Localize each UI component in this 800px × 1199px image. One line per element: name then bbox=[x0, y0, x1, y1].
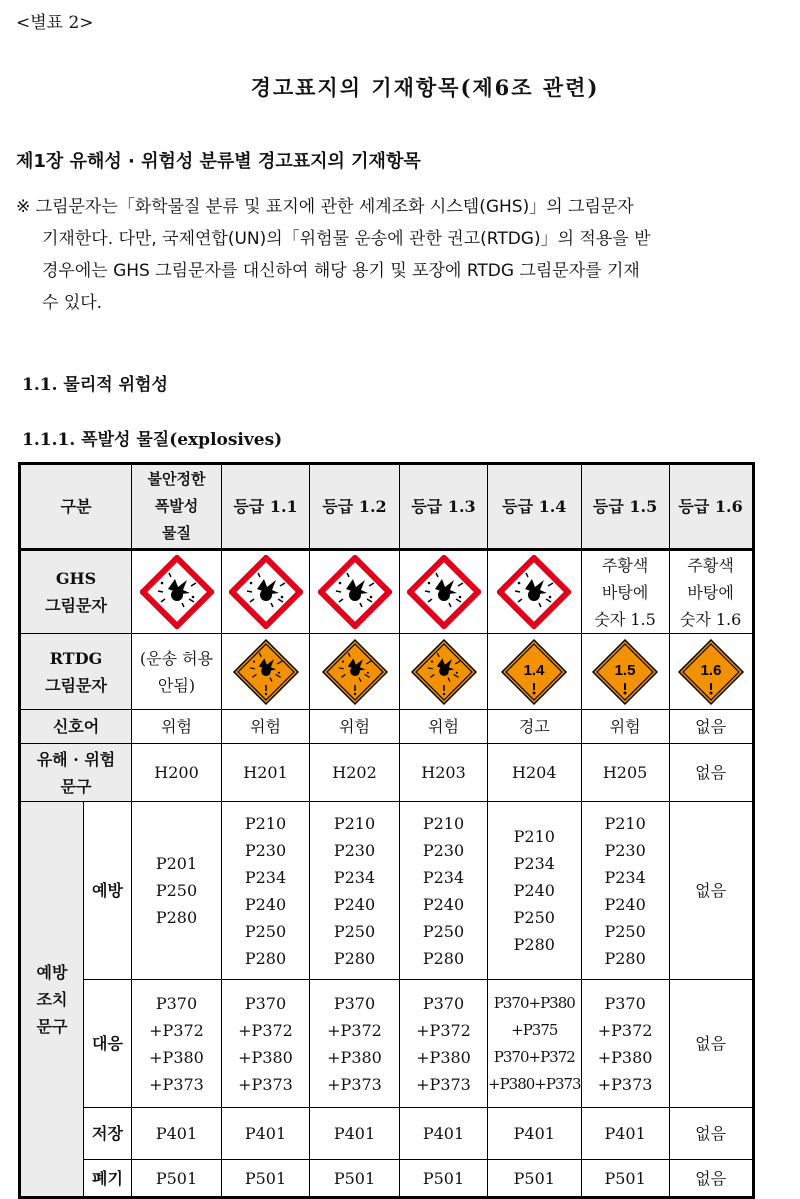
disposal-cell: P501 bbox=[222, 1160, 310, 1198]
ghs-text-1-5: 주황색 바탕에 숫자 1.5 bbox=[581, 550, 669, 634]
storage-cell: P401 bbox=[132, 1108, 222, 1160]
hazard-cell: H200 bbox=[132, 744, 222, 802]
subsection-heading: 1.1.1. 폭발성 물질(explosives) bbox=[22, 430, 283, 450]
rtdg-pictogram-cell bbox=[310, 634, 400, 710]
rtdg-explosive-icon bbox=[310, 638, 399, 706]
header-div-1-2: 등급 1.2 bbox=[310, 464, 400, 550]
ghs-exploding-bomb-icon bbox=[222, 555, 309, 629]
prevention-cell: 없음 bbox=[669, 802, 753, 980]
rtdg-number-icon bbox=[670, 638, 752, 706]
rtdg-unstable: (운송 허용 안됨) bbox=[132, 634, 222, 710]
precaution-label: 예방 조치 문구 bbox=[20, 802, 84, 1198]
rtdg-row bbox=[20, 634, 754, 710]
response-cell: 없음 bbox=[669, 980, 753, 1108]
rtdg-number: 1.5 bbox=[614, 661, 636, 679]
note-line: 경우에는 GHS 그림문자를 대신하여 해당 용기 및 포장에 RTDG 그림문자를 기재 bbox=[42, 261, 640, 281]
signal-cell: 위험 bbox=[581, 710, 669, 744]
header-div-1-1: 등급 1.1 bbox=[222, 464, 310, 550]
rtdg-pictogram-cell bbox=[581, 634, 669, 710]
hazard-cell: H202 bbox=[310, 744, 400, 802]
header-category: 구분 bbox=[20, 464, 132, 550]
ghs-exploding-bomb-icon bbox=[132, 555, 221, 629]
disposal-cell: P501 bbox=[132, 1160, 222, 1198]
signal-cell: 경고 bbox=[488, 710, 582, 744]
prevention-cell: P210 P230 P234 P240 P250 P280 bbox=[222, 802, 310, 980]
note-line: ※ 그림문자는「화학물질 분류 및 표지에 관한 세계조화 시스템(GHS)」의 그림문자 bbox=[16, 197, 634, 217]
ghs-label: GHS 그림문자 bbox=[20, 550, 132, 634]
rtdg-explosive-icon bbox=[400, 638, 487, 706]
storage-row bbox=[20, 1108, 754, 1160]
signal-row bbox=[20, 710, 754, 744]
storage-label: 저장 bbox=[84, 1108, 132, 1160]
ghs-pictogram-cell bbox=[222, 550, 310, 634]
header-div-1-6: 등급 1.6 bbox=[669, 464, 753, 550]
disposal-cell: 없음 bbox=[669, 1160, 753, 1198]
ghs-pictogram-cell bbox=[488, 550, 582, 634]
header-div-1-3: 등급 1.3 bbox=[400, 464, 488, 550]
signal-cell: 위험 bbox=[310, 710, 400, 744]
rtdg-number-icon bbox=[582, 638, 669, 706]
note-line: 기재한다. 다만, 국제연합(UN)의「위험물 운송에 관한 권고(RTDG)」의 적용을 받 bbox=[42, 229, 651, 249]
rtdg-pictogram-cell bbox=[488, 634, 582, 710]
response-cell: P370 +P372 +P380 +P373 bbox=[310, 980, 400, 1108]
note-line: 수 있다. bbox=[42, 293, 103, 313]
response-row bbox=[20, 980, 754, 1108]
ghs-exploding-bomb-icon bbox=[400, 555, 487, 629]
disposal-cell: P501 bbox=[310, 1160, 400, 1198]
ghs-text-1-6: 주황색 바탕에 숫자 1.6 bbox=[669, 550, 753, 634]
ghs-pictogram-cell bbox=[400, 550, 488, 634]
prevention-cell: P210 P230 P234 P240 P250 P280 bbox=[400, 802, 488, 980]
hazard-cell: H204 bbox=[488, 744, 582, 802]
header-unstable: 불안정한 폭발성 물질 bbox=[132, 464, 222, 550]
hazard-row bbox=[20, 744, 754, 802]
storage-cell: P401 bbox=[581, 1108, 669, 1160]
page-title: 경고표지의 기재항목(제6조 관련) bbox=[250, 75, 600, 100]
rtdg-pictogram-cell bbox=[669, 634, 753, 710]
note-paragraph bbox=[16, 191, 800, 319]
section-heading: 1.1. 물리적 위험성 bbox=[22, 375, 168, 395]
disposal-label: 폐기 bbox=[84, 1160, 132, 1198]
ghs-row bbox=[20, 550, 754, 634]
signal-label: 신호어 bbox=[20, 710, 132, 744]
signal-cell: 위험 bbox=[132, 710, 222, 744]
rtdg-number: 1.6 bbox=[700, 661, 722, 679]
rtdg-explosive-icon bbox=[222, 638, 309, 706]
rtdg-label: RTDG 그림문자 bbox=[20, 634, 132, 710]
signal-cell: 위험 bbox=[400, 710, 488, 744]
response-label: 대응 bbox=[84, 980, 132, 1108]
storage-cell: P401 bbox=[310, 1108, 400, 1160]
ghs-exploding-bomb-icon bbox=[310, 555, 399, 629]
prevention-cell: P201 P250 P280 bbox=[132, 802, 222, 980]
disposal-cell: P501 bbox=[400, 1160, 488, 1198]
table-header-row bbox=[20, 464, 754, 550]
ghs-pictogram-cell bbox=[310, 550, 400, 634]
rtdg-number-icon bbox=[488, 638, 581, 706]
hazard-cell: H205 bbox=[581, 744, 669, 802]
header-div-1-4: 등급 1.4 bbox=[488, 464, 582, 550]
response-cell: P370 +P372 +P380 +P373 bbox=[581, 980, 669, 1108]
storage-cell: P401 bbox=[222, 1108, 310, 1160]
prevention-cell: P210 P234 P240 P250 P280 bbox=[488, 802, 582, 980]
response-cell: P370 +P372 +P380 +P373 bbox=[132, 980, 222, 1108]
hazard-cell: H201 bbox=[222, 744, 310, 802]
rtdg-pictogram-cell bbox=[222, 634, 310, 710]
storage-cell: P401 bbox=[488, 1108, 582, 1160]
response-cell: P370 +P372 +P380 +P373 bbox=[400, 980, 488, 1108]
disposal-cell: P501 bbox=[581, 1160, 669, 1198]
hazard-cell: H203 bbox=[400, 744, 488, 802]
signal-cell: 위험 bbox=[222, 710, 310, 744]
explosives-label-table bbox=[18, 462, 755, 1199]
storage-cell: 없음 bbox=[669, 1108, 753, 1160]
appendix-label: <별표 2> bbox=[16, 13, 94, 33]
rtdg-pictogram-cell bbox=[400, 634, 488, 710]
ghs-pictogram-cell bbox=[132, 550, 222, 634]
rtdg-number: 1.4 bbox=[523, 661, 545, 679]
hazard-label: 유해 · 위험 문구 bbox=[20, 744, 132, 802]
response-cell: P370 +P372 +P380 +P373 bbox=[222, 980, 310, 1108]
signal-cell: 없음 bbox=[669, 710, 753, 744]
ghs-exploding-bomb-icon bbox=[488, 555, 581, 629]
header-div-1-5: 등급 1.5 bbox=[581, 464, 669, 550]
response-cell: P370+P380 +P375 P370+P372 +P380+P373 bbox=[488, 980, 582, 1108]
chapter-heading: 제1장 유해성 · 위험성 분류별 경고표지의 기재항목 bbox=[16, 151, 421, 172]
prevention-cell: P210 P230 P234 P240 P250 P280 bbox=[581, 802, 669, 980]
storage-cell: P401 bbox=[400, 1108, 488, 1160]
hazard-cell: 없음 bbox=[669, 744, 753, 802]
prevention-row bbox=[20, 802, 754, 980]
disposal-cell: P501 bbox=[488, 1160, 582, 1198]
prevention-cell: P210 P230 P234 P240 P250 P280 bbox=[310, 802, 400, 980]
prevention-label: 예방 bbox=[84, 802, 132, 980]
